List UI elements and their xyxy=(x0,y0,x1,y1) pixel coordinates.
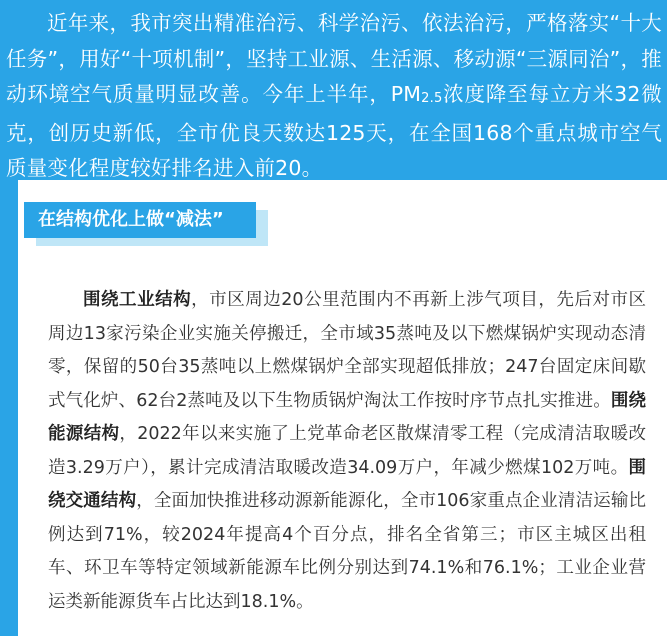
intro-text-part1: 近年来，我市突出精准治污、科学治污、依法治污，严格落实“十大任务”，用好“十项机制”，坚持工业源、生活源、移动源“三源同治”，推动环境空气质量明显改善。今年上半年，PM xyxy=(6,11,662,106)
section-heading xyxy=(24,202,268,246)
energy-text: ，2022年以来实施了上党革命老区散煤清零工程（完成清洁取暖改造3.29万户），累计完成清洁取暖改造34.09万户，年减少燃煤102万吨。 xyxy=(48,424,646,478)
energy-title: 围绕能源结构 xyxy=(48,390,646,444)
intro-banner xyxy=(0,0,667,180)
transport-title: 围绕交通结构 xyxy=(48,457,646,511)
section-heading-text: 在结构优化上做“减法” xyxy=(38,209,224,230)
industry-text: ，市区周边20公里范围内不再新上涉气项目，先后对市区周边13家污染企业实施关停搬迁，全市域35蒸吨及以下燃煤锅炉实现动态清零，保留的50台35蒸吨以上燃煤锅炉全部实现超低排放；247台固定床间歇式气化炉、62台2蒸吨及以下生物质锅炉淘汰工作按时序节点扎实推进。 xyxy=(48,290,646,411)
intro-text-part2: 浓度降至每立方米32微克，创历史新低，全市优良天数达125天，在全国168个重点城市空气质量变化程度较好排名进入前20。 xyxy=(6,82,662,180)
industry-title: 围绕工业结构 xyxy=(83,290,192,310)
intro-paragraph xyxy=(6,6,662,187)
pm-subscript: 2.5 xyxy=(421,91,443,106)
article-body xyxy=(48,284,646,619)
section-heading-bar xyxy=(24,202,256,238)
transport-text: ，全面加快推进移动源新能源化，全市106家重点企业清洁运输比例达到71%，较2024年提高4个百分点，排名全省第三；市区主城区出租车、环卫车等特定领域新能源车比例分别达到74.1%和76.1%；工业企业营运类新能源货车占比达到18.1%。 xyxy=(48,491,646,612)
paragraph-industry-energy-transport xyxy=(48,284,646,619)
